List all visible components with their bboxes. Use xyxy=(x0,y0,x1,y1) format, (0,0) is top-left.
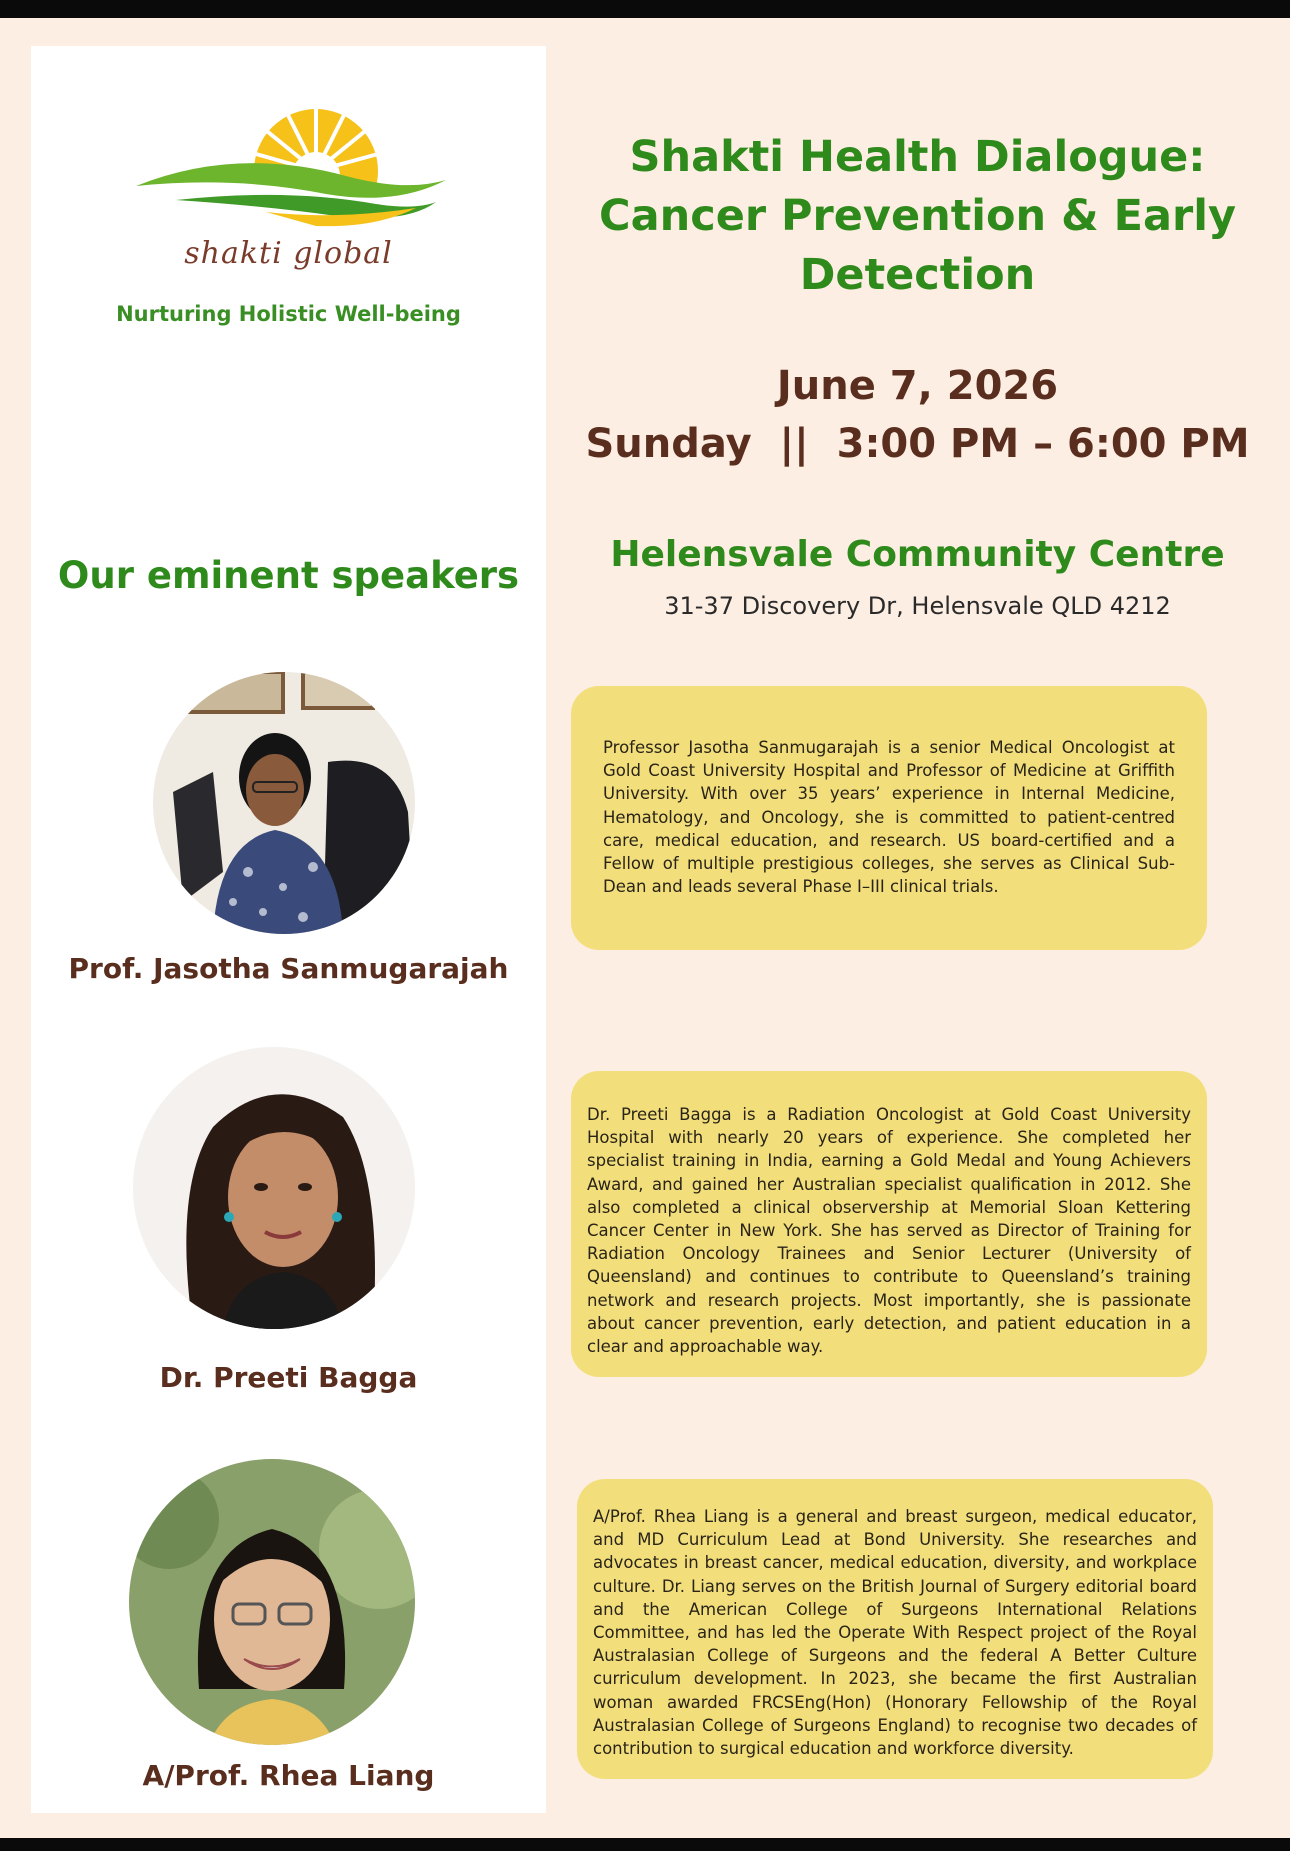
speaker-bio-text-1: Professor Jasotha Sanmugarajah is a senior Medical Oncologist at Gold Coast University Hospital and Professor of Medicine at Griffith University. With over 35 years’ experience in Internal Medicine, Hematology, and Oncology, she is committed to patient-centred care, medical education, and research. US board-certified and a Fellow of multiple prestigious colleges, she serves as Clinical Sub-Dean and leads several Phase I–III clinical trials. xyxy=(603,738,1175,897)
sun-logo-icon xyxy=(116,76,456,246)
event-title-line2: Cancer Prevention & Early xyxy=(599,191,1236,241)
speaker-name-3: A/Prof. Rhea Liang xyxy=(142,1759,435,1792)
event-title-line1: Shakti Health Dialogue: xyxy=(629,132,1206,182)
speaker-photo-1 xyxy=(153,672,415,934)
speaker-photo-2 xyxy=(133,1047,415,1329)
portrait-image xyxy=(153,672,415,934)
speaker-name-1: Prof. Jasotha Sanmugarajah xyxy=(68,952,509,985)
brand-name: shakti global xyxy=(184,236,393,271)
event-time: Sunday || 3:00 PM – 6:00 PM xyxy=(585,421,1250,467)
speaker-bio-3 xyxy=(577,1479,1213,1779)
event-venue: Helensvale Community Centre xyxy=(610,534,1225,575)
bottom-bar xyxy=(0,1838,1290,1851)
event-title-line3: Detection xyxy=(799,250,1036,300)
speakers-heading: Our eminent speakers xyxy=(57,554,520,597)
event-date: June 7, 2026 xyxy=(776,363,1059,409)
event-title xyxy=(580,128,1255,305)
speaker-name-2: Dr. Preeti Bagga xyxy=(159,1361,418,1394)
brand-tagline: Nurturing Holistic Well-being xyxy=(116,302,461,326)
speaker-bio-text-3: A/Prof. Rhea Liang is a general and breast surgeon, medical educator, and MD Curriculum Lead at Bond University. She researches and advocates in breast cancer, medical education, diversity, and workplace culture. Dr. Liang serves on the British Journal of Surgery editorial board and the American College of Surgeons International Relations Committee, and has led the Operate With Respect project of the Royal Australasian College of Surgeons and the federal A Better Culture curriculum development. In 2023, she became the first Australian woman awarded FRCSEng(Hon) (Honorary Fellowship of the Royal Australasian College of Surgeons England) to recognise two decades of contribution to surgical education and workforce diversity. xyxy=(593,1507,1197,1759)
speaker-bio-1 xyxy=(571,686,1207,950)
event-address: 31-37 Discovery Dr, Helensvale QLD 4212 xyxy=(664,592,1171,620)
speaker-photo-3 xyxy=(129,1459,415,1745)
portrait-image xyxy=(133,1047,415,1329)
logo xyxy=(31,76,546,336)
speaker-bio-2 xyxy=(571,1071,1207,1377)
portrait-image xyxy=(129,1459,415,1745)
speaker-bio-text-2: Dr. Preeti Bagga is a Radiation Oncologist at Gold Coast University Hospital with nearly 20 years of experience. She completed her specialist training in India, earning a Gold Medal and Young Achievers Award, and gained her Australian specialist qualification in 2012. She also completed a clinical observership at Memorial Sloan Kettering Cancer Center in New York. She has served as Director of Training for Radiation Oncology Trainees and Senior Lecturer (University of Queensland) and continues to contribute to Queensland’s training network and research projects. Most importantly, she is passionate about cancer prevention, early detection, and patient education in a clear and approachable way. xyxy=(587,1105,1191,1357)
left-panel xyxy=(31,46,546,1813)
top-bar xyxy=(0,0,1290,18)
